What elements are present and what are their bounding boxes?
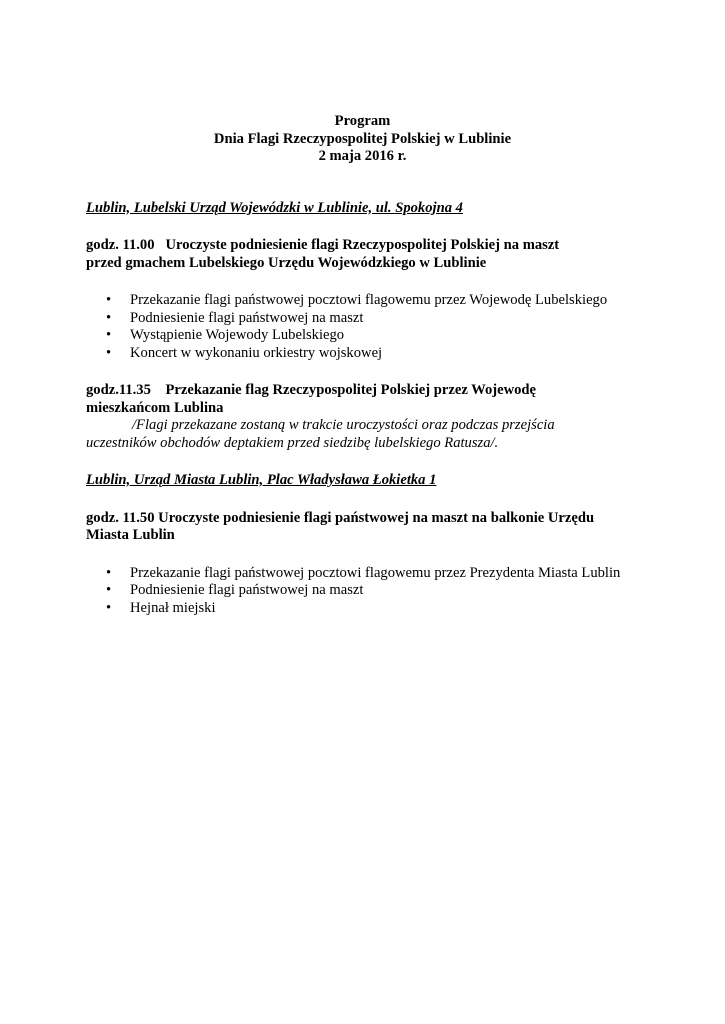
document-page [86, 113, 639, 617]
bullet-icon: • [106, 564, 112, 581]
section2-location: Lublin, Urząd Miasta Lublin, Plac Władysława Łokietka 1 [86, 472, 437, 488]
event-1150-list [86, 565, 639, 618]
bullet-icon: • [106, 327, 112, 343]
event-1135 [86, 382, 639, 452]
event-1150 [86, 510, 639, 545]
event-1135-note-line2: uczestników obchodów deptakiem przed siedzibę lubelskiego Ratusza/. [86, 434, 499, 451]
event-1150-heading [86, 510, 639, 528]
bullet-icon: • [106, 599, 112, 616]
event-1100-list [86, 292, 639, 362]
event-1150-title-line1: Uroczyste podniesienie flagi państwowej na maszt na balkonie Urzędu [158, 509, 595, 526]
event-1135-title-line2: mieszkańcom Lublina [86, 399, 224, 416]
event-1100-title-line1: Uroczyste podniesienie flagi Rzeczypospolitej Polskiej na maszt [165, 237, 560, 253]
list-item: • Wystąpienie Wojewody Lubelskiego [106, 327, 345, 343]
bullet-icon: • [106, 582, 112, 598]
document-title [86, 113, 639, 166]
event-1150-title-line2: Miasta Lublin [86, 527, 175, 543]
list-item: • Podniesienie flagi państwowej na maszt [106, 309, 364, 326]
list-item: • Koncert w wykonaniu orkiestry wojskowej [106, 344, 383, 361]
event-1135-time: godz.11.35 [86, 382, 151, 398]
title-event-name: Dnia Flagi Rzeczypospolitej Polskiej w Lublinie [213, 130, 512, 147]
list-item: • Przekazanie flagi państwowej pocztowi flagowemu przez Wojewodę Lubelskiego [106, 292, 608, 308]
list-item: • Przekazanie flagi państwowej pocztowi flagowemu przez Prezydenta Miasta Lublin [106, 564, 621, 581]
bullet-icon: • [106, 344, 112, 361]
title-program: Program [334, 113, 391, 129]
bullet-icon: • [106, 292, 112, 308]
event-1135-heading [86, 382, 639, 400]
event-1100-title-line2: przed gmachem Lubelskiego Urzędu Wojewódzkiego w Lublinie [86, 254, 487, 271]
event-1150-time: godz. 11.50 [86, 509, 155, 526]
bullet-icon: • [106, 309, 112, 326]
event-1100-heading [86, 237, 639, 255]
list-item: • Podniesienie flagi państwowej na maszt [106, 582, 364, 598]
title-date: 2 maja 2016 r. [318, 148, 407, 164]
list-item: • Hejnał miejski [106, 599, 216, 616]
event-1100 [86, 237, 639, 272]
event-1135-title-line1: Przekazanie flag Rzeczypospolitej Polskiej przez Wojewodę [165, 382, 537, 398]
section1-location: Lublin, Lubelski Urząd Wojewódzki w Lublinie, ul. Spokojna 4 [86, 199, 463, 216]
event-1135-note-line1: /Flagi przekazane zostaną w trakcie uroczystości oraz podczas przejścia [132, 417, 555, 433]
event-1100-time: godz. 11.00 [86, 237, 155, 253]
